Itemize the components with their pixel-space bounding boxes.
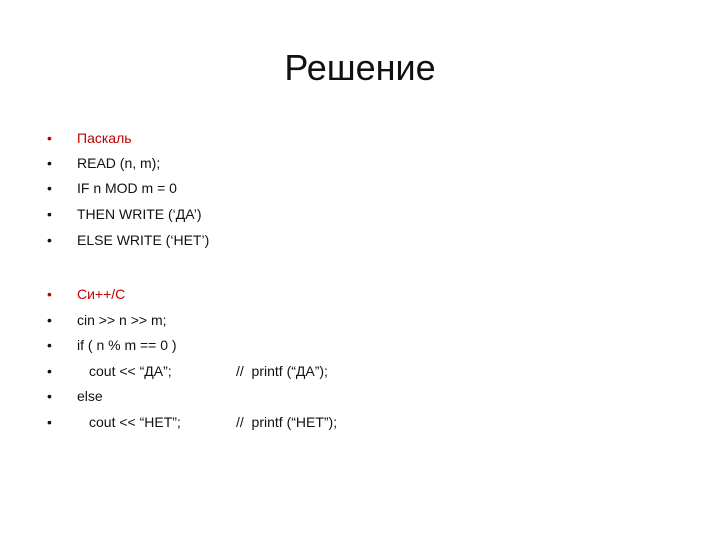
list-item [0, 151, 720, 175]
list-item-pascal-heading [0, 126, 720, 150]
list-item [0, 333, 720, 357]
cpp-code-line: if ( n % m == 0 ) [77, 337, 177, 353]
list-item-cpp-heading [0, 282, 720, 306]
bullet-icon: • [47, 206, 52, 222]
cpp-code-line: cout << “ДА”; [89, 363, 172, 379]
pascal-heading: Паскаль [77, 130, 132, 146]
bullet-icon: • [47, 337, 52, 353]
bullet-icon: • [47, 286, 52, 302]
list-item [0, 384, 720, 408]
cpp-heading: Си++/С [77, 286, 126, 302]
cpp-comment: // printf (“НЕТ”); [236, 414, 338, 430]
cpp-code-line: else [77, 388, 103, 404]
pascal-code-line: ELSE WRITE (‘НЕТ’) [77, 232, 210, 248]
cpp-code-line: cin >> n >> m; [77, 312, 167, 328]
bullet-icon: • [47, 388, 52, 404]
cpp-comment: // printf (“ДА”); [236, 363, 328, 379]
bullet-icon: • [47, 180, 52, 196]
list-item [0, 308, 720, 332]
slide-title: Решение [284, 47, 436, 88]
bullet-icon: • [47, 232, 52, 248]
pascal-code-line: IF n MOD m = 0 [77, 180, 177, 196]
pascal-code-line: THEN WRITE (‘ДА’) [77, 206, 202, 222]
bullet-icon: • [47, 363, 52, 379]
list-item [0, 176, 720, 200]
list-item [0, 359, 720, 383]
bullet-icon: • [47, 414, 52, 430]
bullet-icon: • [47, 130, 52, 146]
list-item [0, 202, 720, 226]
cpp-code-line: cout << “НЕТ”; [89, 414, 181, 430]
bullet-icon: • [47, 155, 52, 171]
list-item [0, 228, 720, 252]
pascal-code-line: READ (n, m); [77, 155, 161, 171]
list-item [0, 410, 720, 434]
bullet-icon: • [47, 312, 52, 328]
